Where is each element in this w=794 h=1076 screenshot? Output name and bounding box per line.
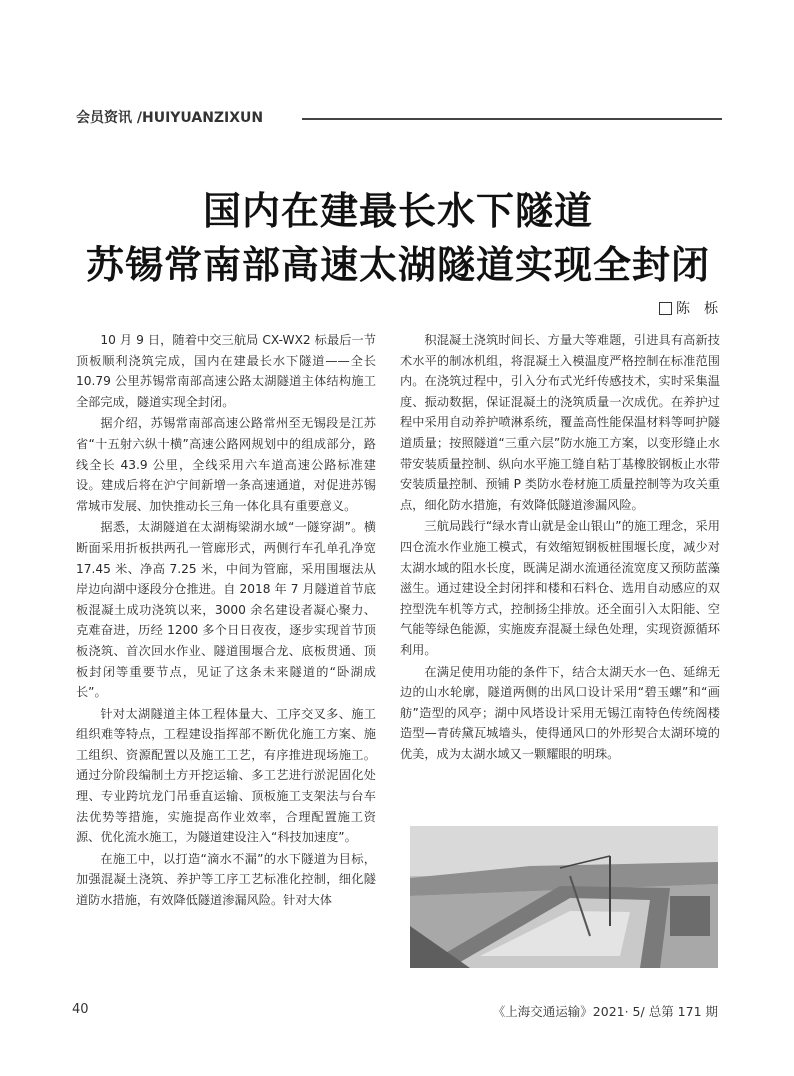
- right-column: [400, 330, 720, 765]
- page-number: 40: [72, 1002, 89, 1017]
- author-byline: [659, 298, 718, 318]
- paragraph: 积混凝土浇筑时间长、方量大等难题，引进具有高新技术水平的制冰机组，将混凝土入模温度严格控制在标准范围内。在浇筑过程中，引入分布式光纤传感技术，实时采集温度、振动数据，保证混凝土的浇筑质量一次成优。在养护过程中采用自动养护喷淋系统，覆盖高性能保温材料等呵护隧道质量；按照隧道“三重六层”防水施工方案，以变形缝止水带安装质量控制、纵向水平施工缝自粘丁基橡胶钢板止水带安装质量控制、预铺 P 类防水卷材施工质量控制等为攻关重点，细化防水措施，有效降低隧道渗漏风险。: [400, 333, 720, 512]
- section-label: 会员资讯 /HUIYUANZIXUN: [76, 110, 264, 126]
- paragraph: 据介绍，苏锡常南部高速公路常州至无锡段是江苏省“十五射六纵十横”高速公路网规划中的组成部分，路线全长 43.9 公里，全线采用六车道高速公路标准建设。建成后将在沪宁间新增一条高速通道，对促进苏锡常城市发展、加快推动长三角一体化具有重要意义。: [76, 416, 376, 513]
- author-name: 陈 栎: [676, 301, 718, 317]
- article-title-line-1: 国内在建最长水下隧道: [202, 188, 593, 233]
- paragraph: 针对太湖隧道主体工程体量大、工序交叉多、施工组织难等特点，工程建设指挥部不断优化施工方案、施工组织、资源配置以及施工工艺，有序推进现场施工。通过分阶段编制土方开挖运输、多工艺进行淤泥固化处理、专业跨坑龙门吊垂直运输、顶板施工支架法与台车法优势等措施，实施提高作业效率，合理配置施工资源、优化流水施工，为隧道建设注入“科技加速度”。: [76, 706, 376, 845]
- paragraph: 在满足使用功能的条件下，结合太湖天水一色、延绵无边的山水轮廓，隧道两侧的出风口设计采用“碧玉螺”和“画舫”造型的风亭；湖中风塔设计采用无锡江南特色传统阁楼造型—青砖黛瓦城墙头，使得通风口的外形契合太湖环境的优美，成为太湖水域又一颗耀眼的明珠。: [400, 664, 720, 761]
- square-bullet-icon: [659, 302, 672, 315]
- tunnel-construction-photo: [410, 826, 718, 968]
- photo-illustration: [410, 826, 718, 968]
- journal-issue: 《上海交通运输》2021· 5/ 总第 171 期: [492, 1004, 718, 1019]
- left-column: [76, 330, 376, 912]
- article-title-line-2: 苏锡常南部高速太湖隧道实现全封闭: [85, 242, 710, 287]
- header-rule: [302, 118, 722, 120]
- paragraph: 10 月 9 日，随着中交三航局 CX-WX2 标最后一节顶板顺利浇筑完成，国内在建最长水下隧道——全长 10.79 公里苏锡常南部高速公路太湖隧道主体结构施工全部完成，隧道实现全封闭。: [76, 333, 376, 409]
- paragraph: 据悉，太湖隧道在太湖梅梁湖水域“一隧穿湖”。横断面采用折板拱两孔一管廊形式，两侧行车孔单孔净宽 17.45 米、净高 7.25 米，中间为管廊，采用围堰法从岸边向湖中逐段分仓推进。自 2018 年 7 月隧道首节底板混凝土成功浇筑以来，3000 余名建设者凝心聚力、克难奋进，历经 1200 多个日日夜夜，逐步实现首节顶板浇筑、首次回水作业、隧道围堰合龙、底板贯通、顶板封闭等重要节点，见证了这条未来隧道的“卧湖成长”。: [76, 520, 376, 700]
- paragraph: 在施工中，以打造“滴水不漏”的水下隧道为目标，加强混凝土浇筑、养护等工序工艺标准化控制，细化隧道防水措施，有效降低隧道渗漏风险。针对大体: [76, 851, 376, 908]
- paragraph: 三航局践行“绿水青山就是金山银山”的施工理念，采用四仓流水作业施工模式，有效缩短钢板桩围堰长度，减少对太湖水域的阻水长度，既满足湖水流通径流宽度又预防蓝藻滋生。通过建设全封闭拌和楼和石料仓、选用自动感应的双控型洗车机等方式，控制扬尘排放。还全面引入太阳能、空气能等绿色能源，实施废弃混凝土绿色处理，实现资源循环利用。: [400, 519, 720, 657]
- section-header: [76, 108, 722, 132]
